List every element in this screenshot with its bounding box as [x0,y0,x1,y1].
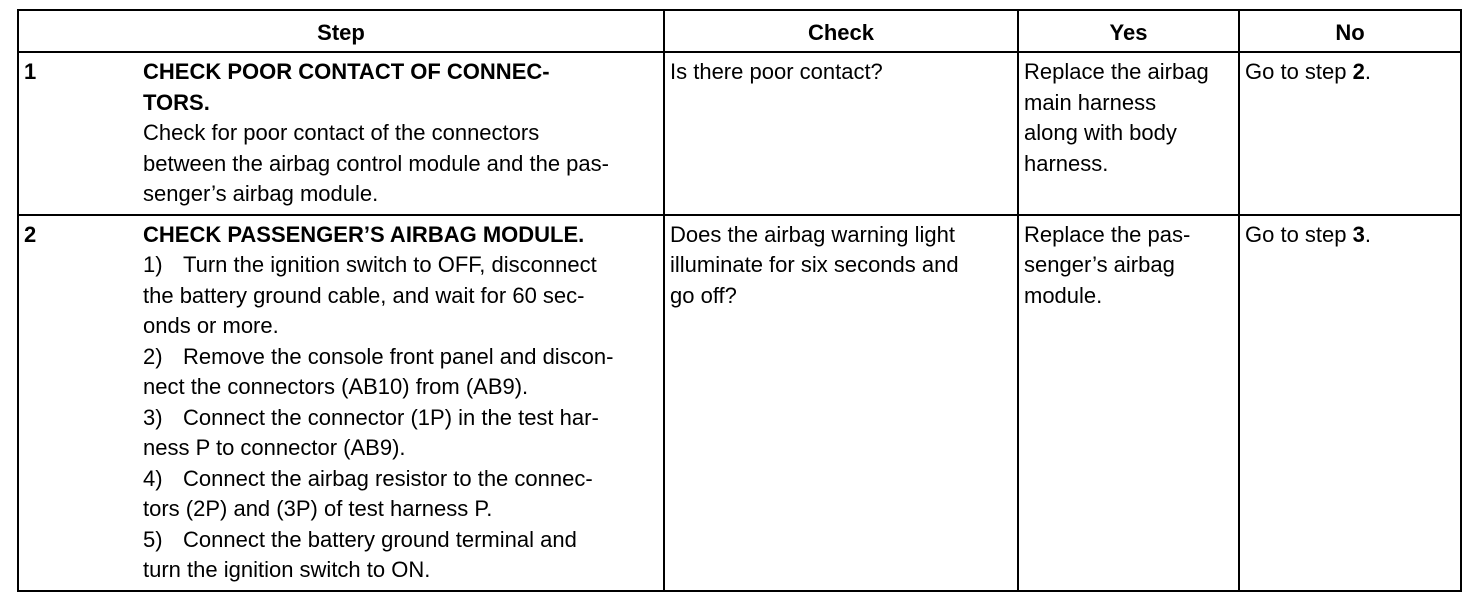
yes-line: harness. [1024,150,1109,176]
no-step-number: 2 [1352,59,1365,84]
substep-text: nect the connectors (AB10) from (AB9). [143,374,529,399]
substep-text: Connect the airbag resistor to the connec- [183,465,593,491]
substep-number: 5) [143,526,163,552]
yes-cell [1018,215,1239,591]
step-body-line: between the airbag control module and the pas- [143,150,609,176]
step-number: 2 [24,221,37,247]
header-no: No [1239,10,1461,52]
substep-text: Turn the ignition switch to OFF, disconnect [183,252,597,277]
substep-text: ness P to connector (AB9). [143,435,406,460]
table-row [18,52,1461,215]
header-check: Check [664,10,1018,52]
substep-number: 4) [143,465,163,491]
no-cell [1239,215,1461,591]
step-body-line: senger’s airbag module. [143,181,379,206]
header-row [18,10,1461,52]
check-line: Does the airbag warning light [670,221,955,247]
check-line: Is there poor contact? [670,59,883,84]
substep [143,525,658,556]
yes-cell [1018,52,1239,215]
step-body-line: Check for poor contact of the connectors [143,120,540,145]
no-text: Go to step [1245,59,1353,84]
no-text-suffix: . [1364,59,1371,84]
substep-text: Connect the connector (1P) in the test har- [183,404,599,430]
substep [143,342,658,373]
substep-text: onds or more. [143,313,279,338]
yes-line: module. [1024,282,1103,308]
header-step: Step [18,10,664,52]
substep-number: 2) [143,343,163,369]
substep [143,464,658,495]
yes-line: along with body [1024,120,1177,145]
substep [143,250,658,281]
check-line: illuminate for six seconds and [670,252,959,277]
step-title-line: TORS. [143,89,210,115]
substep-number: 3) [143,404,163,430]
check-cell [664,52,1018,215]
step-number: 1 [24,59,37,84]
yes-line: senger’s airbag [1024,252,1175,277]
yes-line: Replace the pas- [1024,221,1191,247]
check-cell [664,215,1018,591]
diagnostic-table [17,9,1462,592]
substep-text: tors (2P) and (3P) of test harness P. [143,496,493,521]
substep-number: 1) [143,252,163,277]
substep-text: Connect the battery ground terminal and [183,526,577,552]
step-title [143,57,658,118]
check-line: go off? [670,282,737,308]
step-cell [18,215,664,591]
header-yes: Yes [1018,10,1239,52]
no-text: Go to step [1245,221,1353,247]
substep-text: Remove the console front panel and discon- [183,343,614,369]
step-cell [18,52,664,215]
step-title: CHECK PASSENGER’S AIRBAG MODULE. [143,221,585,247]
step-description [143,220,658,586]
substep [143,403,658,434]
no-text-suffix: . [1364,221,1371,247]
yes-line: main harness [1024,89,1157,115]
table-row [18,215,1461,591]
no-step-number: 3 [1352,221,1365,247]
no-cell [1239,52,1461,215]
substep-text: the battery ground cable, and wait for 60 sec- [143,282,585,308]
step-description [143,57,658,210]
step-title-line: CHECK POOR CONTACT OF CONNEC- [143,59,550,84]
substep-text: turn the ignition switch to ON. [143,557,431,582]
yes-line: Replace the airbag [1024,59,1209,84]
